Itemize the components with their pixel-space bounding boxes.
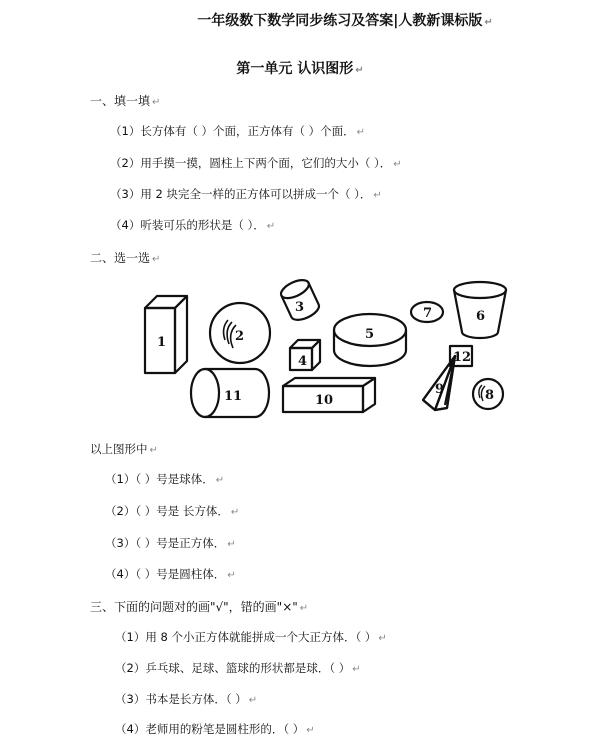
label-11: 11 [224, 389, 243, 404]
label-12: 12 [453, 350, 472, 365]
shapes-figure [135, 278, 525, 428]
label-7: 7 [423, 306, 433, 321]
question-1-2: （2）用手摸一摸，圆柱上下两个面，它们的大小（ ）． ↵ [110, 156, 402, 170]
label-3: 3 [295, 300, 305, 315]
question-2-1: （1）（ ）号是球体． ↵ [105, 472, 225, 486]
question-2-4: （4）（ ）号是圆柱体． ↵ [105, 567, 236, 581]
label-10: 10 [315, 393, 334, 408]
label-6: 6 [476, 309, 486, 324]
label-9: 9 [435, 382, 445, 397]
question-1-4: （4）听装可乐的形状是（ ）． ↵ [110, 218, 276, 232]
label-4: 4 [298, 354, 308, 369]
section-3-heading: 三、下面的问题对的画"√"，错的画"×" ↵ [90, 600, 309, 614]
question-3-2: （2）乒乓球、足球、篮球的形状都是球．（ ） ↵ [115, 661, 361, 675]
question-1-1: （1）长方体有（ ）个面，正方体有（ ）个面． ↵ [110, 124, 366, 138]
section-1-heading: 一、填一填 ↵ [90, 94, 161, 108]
document-title: 一年级数下数学同步练习及答案|人教新课标版 ↵ [197, 13, 493, 29]
question-2-2: （2）（ ）号是 长方体． ↵ [105, 504, 240, 518]
question-1-3: （3）用 2 块完全一样的正方体可以拼成一个（ ）． ↵ [110, 187, 382, 201]
question-2-3: （3）（ ）号是正方体． ↵ [105, 536, 236, 550]
label-2: 2 [235, 329, 245, 344]
label-5: 5 [365, 327, 375, 342]
label-8: 8 [485, 388, 495, 403]
question-3-4: （4）老师用的粉笔是圆柱形的．（ ） ↵ [115, 722, 315, 736]
label-1: 1 [157, 335, 167, 350]
question-3-3: （3）书本是长方体．（ ） ↵ [115, 692, 258, 706]
question-3-1: （1）用 8 个小正方体就能拼成一个大正方体．（ ） ↵ [115, 630, 387, 644]
section-2-prompt: 以上图形中 ↵ [90, 442, 158, 456]
section-2-heading: 二、选一选 ↵ [90, 251, 161, 265]
unit-title: 第一单元 认识图形 ↵ [236, 61, 364, 77]
